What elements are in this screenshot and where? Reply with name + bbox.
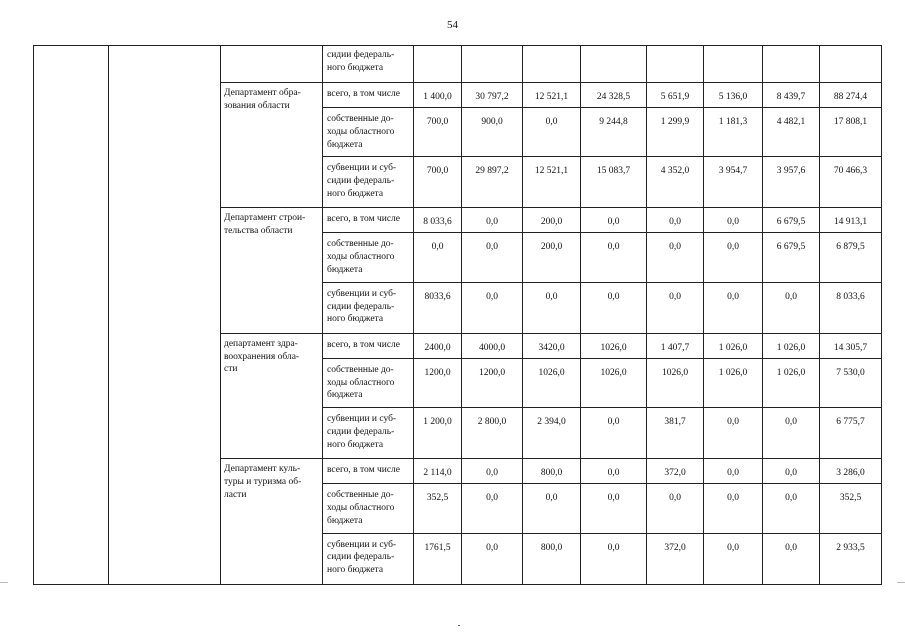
value-cell: 0,0 xyxy=(581,484,647,533)
value-cell: 1761,5 xyxy=(414,533,462,584)
page-number: 54 xyxy=(447,19,458,31)
value-cell: 7 530,0 xyxy=(820,358,882,407)
value-cell: 3 957,6 xyxy=(763,157,820,208)
value-cell: 352,5 xyxy=(820,484,882,533)
value-cell: 0,0 xyxy=(763,533,820,584)
value-cell: 200,0 xyxy=(523,233,581,282)
value-cell: 0,0 xyxy=(462,233,523,282)
value-cell: 0,0 xyxy=(763,408,820,459)
value-cell: 0,0 xyxy=(581,408,647,459)
empty-value-cell xyxy=(704,46,763,83)
value-cell: 1 407,7 xyxy=(647,333,704,358)
value-cell: 1200,0 xyxy=(462,358,523,407)
value-cell: 372,0 xyxy=(647,533,704,584)
value-cell: 0,0 xyxy=(462,459,523,484)
value-cell: 0,0 xyxy=(763,484,820,533)
value-cell: 1 026,0 xyxy=(704,358,763,407)
value-cell: 0,0 xyxy=(704,233,763,282)
value-cell: 6 679,5 xyxy=(763,233,820,282)
value-cell: 2 114,0 xyxy=(414,459,462,484)
value-cell: 0,0 xyxy=(462,208,523,233)
row-type-cell: субвенции и суб- сидии федераль- ного бюджета xyxy=(323,533,414,584)
value-cell: 0,0 xyxy=(523,484,581,533)
empty-value-cell xyxy=(763,46,820,83)
value-cell: 2400,0 xyxy=(414,333,462,358)
value-cell: 1 299,9 xyxy=(647,108,704,157)
value-cell: 372,0 xyxy=(647,459,704,484)
value-cell: 0,0 xyxy=(704,408,763,459)
department-name-cell: Департамент куль- туры и туризма об- ласти xyxy=(221,459,323,584)
continuation-row xyxy=(34,46,882,83)
row-type-cell: собственные до- ходы областного бюджета xyxy=(323,358,414,407)
row-type-cell: субвенции и суб- сидии федераль- ного бюджета xyxy=(323,282,414,333)
value-cell: 1 026,0 xyxy=(763,358,820,407)
empty-column-2 xyxy=(109,46,221,585)
empty-column-1 xyxy=(34,46,109,585)
empty-value-cell xyxy=(820,46,882,83)
value-cell: 8033,6 xyxy=(414,282,462,333)
value-cell: 4 352,0 xyxy=(647,157,704,208)
value-cell: 4000,0 xyxy=(462,333,523,358)
value-cell: 1 026,0 xyxy=(704,333,763,358)
value-cell: 8 033,6 xyxy=(820,282,882,333)
value-cell: 6 775,7 xyxy=(820,408,882,459)
scan-artifact xyxy=(458,625,460,626)
value-cell: 700,0 xyxy=(414,108,462,157)
value-cell: 0,0 xyxy=(647,208,704,233)
value-cell: 12 521,1 xyxy=(523,83,581,108)
value-cell: 0,0 xyxy=(523,282,581,333)
row-type-cell: сидии федераль- ного бюджета xyxy=(323,46,414,83)
value-cell: 8 033,6 xyxy=(414,208,462,233)
value-cell: 0,0 xyxy=(523,108,581,157)
value-cell: 0,0 xyxy=(462,484,523,533)
value-cell: 0,0 xyxy=(581,282,647,333)
row-type-cell: всего, в том числе xyxy=(323,83,414,108)
value-cell: 0,0 xyxy=(647,233,704,282)
value-cell: 1200,0 xyxy=(414,358,462,407)
value-cell: 700,0 xyxy=(414,157,462,208)
value-cell: 0,0 xyxy=(763,459,820,484)
value-cell: 0,0 xyxy=(704,208,763,233)
value-cell: 0,0 xyxy=(581,233,647,282)
empty-value-cell xyxy=(414,46,462,83)
value-cell: 88 274,4 xyxy=(820,83,882,108)
value-cell: 0,0 xyxy=(704,459,763,484)
row-type-cell: собственные до- ходы областного бюджета xyxy=(323,108,414,157)
value-cell: 4 482,1 xyxy=(763,108,820,157)
value-cell: 0,0 xyxy=(763,282,820,333)
value-cell: 0,0 xyxy=(704,484,763,533)
value-cell: 29 897,2 xyxy=(462,157,523,208)
value-cell: 1026,0 xyxy=(523,358,581,407)
left-edge-mark xyxy=(0,582,8,583)
value-cell: 0,0 xyxy=(462,533,523,584)
value-cell: 2 394,0 xyxy=(523,408,581,459)
value-cell: 5 136,0 xyxy=(704,83,763,108)
value-cell: 1 181,3 xyxy=(704,108,763,157)
empty-dept-cell xyxy=(221,46,323,83)
value-cell: 0,0 xyxy=(581,208,647,233)
value-cell: 17 808,1 xyxy=(820,108,882,157)
value-cell: 2 800,0 xyxy=(462,408,523,459)
value-cell: 1 200,0 xyxy=(414,408,462,459)
value-cell: 1026,0 xyxy=(581,358,647,407)
row-type-cell: собственные до- ходы областного бюджета xyxy=(323,484,414,533)
value-cell: 14 305,7 xyxy=(820,333,882,358)
row-type-cell: всего, в том числе xyxy=(323,333,414,358)
table-body xyxy=(34,46,882,585)
value-cell: 800,0 xyxy=(523,459,581,484)
value-cell: 0,0 xyxy=(647,282,704,333)
value-cell: 6 879,5 xyxy=(820,233,882,282)
empty-value-cell xyxy=(647,46,704,83)
value-cell: 0,0 xyxy=(581,459,647,484)
value-cell: 1 400,0 xyxy=(414,83,462,108)
value-cell: 900,0 xyxy=(462,108,523,157)
value-cell: 2 933,5 xyxy=(820,533,882,584)
empty-value-cell xyxy=(581,46,647,83)
budget-table xyxy=(33,45,882,585)
value-cell: 0,0 xyxy=(462,282,523,333)
value-cell: 0,0 xyxy=(647,484,704,533)
value-cell: 800,0 xyxy=(523,533,581,584)
value-cell: 12 521,1 xyxy=(523,157,581,208)
empty-value-cell xyxy=(523,46,581,83)
value-cell: 1 026,0 xyxy=(763,333,820,358)
value-cell: 1026,0 xyxy=(647,358,704,407)
row-type-cell: всего, в том числе xyxy=(323,459,414,484)
row-type-cell: субвенции и суб- сидии федераль- ного бюджета xyxy=(323,157,414,208)
value-cell: 352,5 xyxy=(414,484,462,533)
value-cell: 3 954,7 xyxy=(704,157,763,208)
value-cell: 0,0 xyxy=(581,533,647,584)
value-cell: 0,0 xyxy=(414,233,462,282)
value-cell: 0,0 xyxy=(704,282,763,333)
value-cell: 30 797,2 xyxy=(462,83,523,108)
value-cell: 24 328,5 xyxy=(581,83,647,108)
value-cell: 200,0 xyxy=(523,208,581,233)
right-edge-mark xyxy=(897,582,905,583)
value-cell: 6 679,5 xyxy=(763,208,820,233)
value-cell: 381,7 xyxy=(647,408,704,459)
row-type-cell: собственные до- ходы областного бюджета xyxy=(323,233,414,282)
row-type-cell: субвенции и суб- сидии федераль- ного бюджета xyxy=(323,408,414,459)
value-cell: 9 244,8 xyxy=(581,108,647,157)
value-cell: 0,0 xyxy=(704,533,763,584)
row-type-cell: всего, в том числе xyxy=(323,208,414,233)
value-cell: 14 913,1 xyxy=(820,208,882,233)
department-name-cell: Департамент строи- тельства области xyxy=(221,208,323,333)
value-cell: 5 651,9 xyxy=(647,83,704,108)
value-cell: 3420,0 xyxy=(523,333,581,358)
empty-value-cell xyxy=(462,46,523,83)
value-cell: 8 439,7 xyxy=(763,83,820,108)
value-cell: 15 083,7 xyxy=(581,157,647,208)
department-name-cell: Департамент обра- зования области xyxy=(221,83,323,208)
value-cell: 3 286,0 xyxy=(820,459,882,484)
value-cell: 1026,0 xyxy=(581,333,647,358)
department-name-cell: департамент здра- воохранения обла- сти xyxy=(221,333,323,458)
value-cell: 70 466,3 xyxy=(820,157,882,208)
